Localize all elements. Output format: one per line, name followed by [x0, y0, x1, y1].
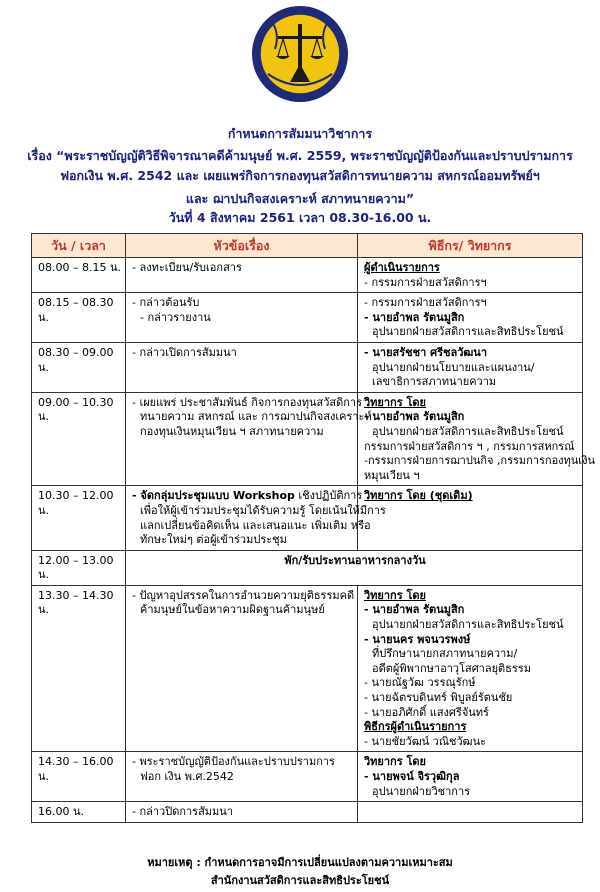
speaker-line: - นายสรัชชา ศรีชลวัฒนา: [364, 345, 488, 359]
table-row: [32, 293, 583, 343]
table-row: [32, 342, 583, 392]
speaker-line: กรรมการฝ่ายสวัสดิการ ฯ , กรรมการสหกรณ์: [364, 439, 575, 453]
page-title: กำหนดการสัมมนาวิชาการ: [227, 126, 373, 141]
subject-line-1: เรื่อง “พระราชบัญญัติวิธีพิจารณาคดีค้ามนุษย์ พ.ศ. 2559, พระราชบัญญัติป้องกันและปราบปรามการ: [27, 148, 573, 163]
topic-cell: [126, 392, 372, 486]
speaker-line: พิธีกรผู้ดำเนินรายการ: [364, 720, 467, 734]
speaker-cell: [358, 486, 583, 550]
speaker-line: - นายอภิศักดิ์ แสงศรีจันทร์: [364, 705, 489, 719]
speaker-line: - นายอำพล รัตนมูสิก: [364, 310, 465, 324]
topic-line: ค้ามนุษย์ในข้อหาความผิดฐานค้ามนุษย์: [140, 603, 325, 617]
topic-line: กองทุนเงินหมุนเวียน ฯ สภาทนายความ: [140, 424, 324, 438]
speaker-cell: [358, 293, 583, 343]
topic-line: - กล่าวรายงาน: [140, 310, 211, 324]
table-row: [32, 585, 583, 752]
speaker-line: อุปนายกฝ่ายนโยบายและแผนงาน/: [372, 360, 535, 374]
topic-cell: [126, 585, 358, 752]
speaker-line: - นายนคร พจนวรพงษ์: [364, 632, 471, 646]
time-cell: 08.15 – 08.30 น.: [32, 293, 126, 343]
speaker-line: อุปนายกฝ่ายสวัสดิการและสิทธิประโยชน์: [372, 618, 564, 632]
topic-line: ทักษะใหม่ๆ ต่อผู้เข้าร่วมประชุม: [140, 533, 287, 547]
column-header-speakers: พิธีกร/ วิทยากร: [358, 234, 583, 258]
speaker-line: วิทยากร โดย (ชุดเดิม): [364, 489, 473, 503]
footer-note: หมายเหตุ : กำหนดการอาจมีการเปลี่ยนแปลงตามความเหมาะสม: [147, 856, 453, 869]
speaker-line: อุปนายกฝ่ายสวัสดิการและสิทธิประโยชน์: [372, 424, 564, 438]
speaker-line: เลขาธิการสภาทนายความ: [372, 375, 497, 389]
speaker-line: ผู้ดำเนินรายการ: [364, 261, 440, 274]
topic-line: - กล่าวเปิดการสัมมนา: [132, 345, 237, 359]
table-row: [32, 486, 583, 550]
speaker-line: หมุนเวียน ฯ: [364, 468, 420, 482]
table-row: [32, 802, 583, 823]
schedule-body: [32, 258, 595, 823]
speaker-line: อุปนายกฝ่ายวิชาการ: [372, 784, 471, 798]
speaker-cell: [358, 342, 583, 392]
time-cell: 13.30 – 14.30 น.: [32, 585, 126, 752]
topic-line: แลกเปลี่ยนข้อคิดเห็น และเสนอแนะ เพิ่มเติม หรือ: [140, 518, 371, 532]
speaker-cell: [358, 392, 595, 486]
column-header-time: วัน / เวลา: [32, 234, 126, 258]
table-row: [32, 752, 583, 802]
time-cell: 08.00 – 8.15 น.: [32, 258, 126, 293]
topic-cell: [126, 802, 358, 823]
topic-heading-tail: เชิงปฏิบัติการ: [294, 489, 363, 503]
lunch-break-cell: พัก/รับประทานอาหารกลางวัน: [126, 550, 583, 585]
time-cell: 10.30 – 12.00 น.: [32, 486, 126, 550]
table-row: [32, 258, 583, 293]
speaker-line: - นายณัฐวัฒ วรรณุรักษ์: [364, 676, 476, 690]
topic-line: - ปัญหาอุปสรรคในการอำนวยความยุติธรรมคดี: [132, 588, 355, 602]
topic-line: - ลงทะเบียน/รับเอกสาร: [132, 261, 242, 274]
table-row: [32, 550, 583, 585]
speaker-line: - กรรมการฝ่ายสวัสดิการฯ: [364, 275, 487, 289]
speaker-cell: [358, 258, 583, 293]
schedule-table: [31, 233, 595, 823]
time-cell: 14.30 – 16.00 น.: [32, 752, 126, 802]
column-header-topic: หัวข้อเรื่อง: [126, 234, 358, 258]
topic-cell: [126, 258, 358, 293]
council-seal-logo: [250, 4, 350, 104]
speaker-line: -กรรมการฝ่ายการฌาปนกิจ ,กรรมการกองทุนเงิน: [364, 454, 595, 468]
topic-cell: [126, 342, 358, 392]
speaker-cell: [358, 585, 583, 752]
speaker-line: วิทยากร โดย: [364, 588, 426, 602]
topic-line: ฟอก เงิน พ.ศ.2542: [140, 770, 234, 783]
subject-line-3: และ ฌาปนกิจสงเคราะห์ สภาทนายความ”: [185, 191, 415, 206]
time-cell: 09.00 – 10.30 น.: [32, 392, 126, 486]
time-cell: 12.00 – 13.00 น.: [32, 550, 126, 585]
topic-line: - เผยแพร่ ประชาสัมพันธ์ กิจการกองทุนสวัสดิการ: [132, 395, 363, 409]
topic-line: - พระราชบัญญัติป้องกันและปราบปรามการ: [132, 755, 335, 769]
table-row: [32, 392, 583, 486]
speaker-line: - นายอำพล รัตนมูสิก: [364, 410, 465, 424]
date-time-line: วันที่ 4 สิงหาคม 2561 เวลา 08.30-16.00 น.: [168, 210, 432, 225]
speaker-line: - นายอำพล รัตนมูสิก: [364, 603, 465, 617]
topic-heading-bold: - จัดกลุ่มประชุมแบบ Workshop: [132, 489, 295, 503]
time-cell: 08.30 – 09.00 น.: [32, 342, 126, 392]
speaker-line: - นายฉัตรบดินทร์ พิบูลย์รัตนชัย: [364, 691, 513, 705]
speaker-line: ที่ปรึกษานายกสภาทนายความ/: [372, 647, 518, 661]
table-header-row: [32, 234, 583, 258]
speaker-line: อดีตผู้พิพากษาอาวุโสศาลยุติธรรม: [372, 661, 531, 675]
topic-line: - กล่าวปิดการสัมมนา: [132, 805, 234, 819]
speaker-line: - นายชัยวัฒน์ วณิชวัฒนะ: [364, 734, 487, 748]
subject-line-2: ฟอกเงิน พ.ศ. 2542 และ เผยแพร่กิจการกองทุนสวัสดิการทนายความ สหกรณ์ออมทรัพย์ฯ: [60, 168, 540, 183]
topic-cell: [126, 486, 386, 550]
topic-heading: [132, 489, 363, 504]
topic-line: - กล่าวต้อนรับ: [132, 296, 200, 310]
speaker-line: - นายพจน์ จิรวุฒิกุล: [364, 770, 460, 783]
speaker-cell: [358, 802, 583, 823]
topic-line: ทนายความ สหกรณ์ และ การฌาปนกิจสงเคราะห์: [140, 410, 372, 424]
time-cell: 16.00 น.: [32, 802, 126, 823]
speaker-line: - กรรมการฝ่ายสวัสดิการฯ: [364, 296, 487, 310]
topic-line: เพื่อให้ผู้เข้าร่วมประชุมได้รับความรู้ โดยเน้นให้มีการ: [140, 503, 386, 517]
speaker-line: วิทยากร โดย: [364, 755, 426, 769]
speaker-cell: [358, 752, 583, 802]
speaker-line: อุปนายกฝ่ายสวัสดิการและสิทธิประโยชน์: [372, 325, 564, 339]
topic-cell: [126, 293, 358, 343]
topic-cell: [126, 752, 358, 802]
speaker-line: วิทยากร โดย: [364, 395, 426, 409]
footer-org: สำนักงานสวัสดิการและสิทธิประโยชน์: [210, 874, 390, 887]
